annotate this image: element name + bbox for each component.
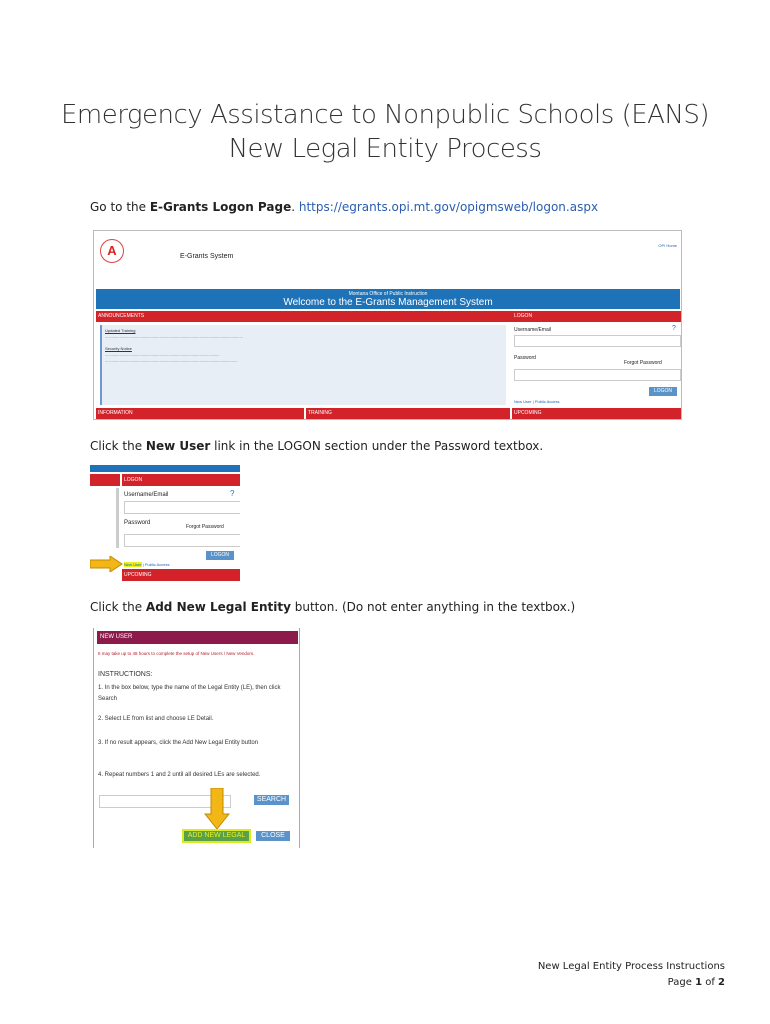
username-input[interactable] bbox=[514, 335, 681, 347]
logon-link[interactable]: https://egrants.opi.mt.gov/opigmsweb/logon.aspx bbox=[298, 200, 599, 214]
information-header: INFORMATION bbox=[96, 408, 304, 419]
step-1-text bbox=[90, 200, 598, 214]
help-icon[interactable]: ? bbox=[672, 325, 676, 332]
announcement-heading: Updated Training bbox=[105, 328, 136, 333]
instruction-4: 4. Repeat numbers 1 and 2 until all desired LEs are selected. bbox=[98, 772, 261, 778]
system-name: E-Grants System bbox=[180, 253, 234, 260]
password-input[interactable] bbox=[514, 369, 681, 381]
title-line-2: New Legal Entity Process bbox=[228, 134, 542, 164]
panel-header bbox=[90, 474, 120, 486]
search-button[interactable]: SEARCH bbox=[254, 795, 289, 805]
bold-text: Add New Legal Entity bbox=[145, 600, 291, 614]
forgot-password-link[interactable]: Forgot Password bbox=[186, 524, 224, 530]
add-new-legal-entity-button[interactable]: ADD NEW LEGAL bbox=[184, 831, 249, 841]
egrants-logon-screenshot: A E-Grants System OPI Home Montana Office of Public Instruction Welcome to the E-Grants Management System ANNOUNCEMENTS LOGON Updated Training ............................................................................................................................ Security Notice ....................................................................................................... ....................................................................................................................... Username/Email ? Password Forgot Password LOGON New User | Public Access INFORMATION TRAINING UPCOMING bbox=[93, 230, 682, 420]
current-page: 1 bbox=[695, 977, 703, 988]
arrow-down-icon bbox=[204, 788, 230, 830]
new-user-link[interactable]: New User bbox=[124, 562, 142, 567]
egrants-logo-icon: A bbox=[100, 239, 124, 263]
text: Page bbox=[667, 977, 696, 988]
bold-text: E-Grants Logon Page bbox=[149, 200, 292, 214]
step-3-text bbox=[90, 600, 575, 614]
title-line-1: Emergency Assistance to Nonpublic Schools (EANS) bbox=[60, 100, 710, 130]
logon-header: LOGON bbox=[122, 474, 240, 486]
welcome-banner bbox=[96, 289, 680, 309]
text: . bbox=[291, 200, 299, 214]
scrollbar[interactable] bbox=[116, 488, 119, 548]
upcoming-header: UPCOMING bbox=[512, 408, 682, 419]
username-input[interactable] bbox=[124, 501, 240, 514]
public-access-link[interactable]: Public Access bbox=[144, 562, 170, 567]
bold-text: New User bbox=[145, 439, 211, 453]
help-icon[interactable]: ? bbox=[230, 489, 235, 498]
text: Go to the bbox=[90, 200, 150, 214]
training-header: TRAINING bbox=[306, 408, 510, 419]
instruction-3: 3. If no result appears, click the Add New Legal Entity button bbox=[98, 740, 259, 746]
close-button[interactable]: CLOSE bbox=[256, 831, 290, 841]
instructions-heading: INSTRUCTIONS: bbox=[98, 671, 153, 678]
opi-home-link[interactable]: OPI Home bbox=[658, 243, 677, 248]
announcements-header: ANNOUNCEMENTS bbox=[96, 311, 512, 322]
step-2-text bbox=[90, 439, 543, 453]
announcement-heading: Security Notice bbox=[105, 346, 132, 351]
forgot-password-link[interactable]: Forgot Password bbox=[624, 360, 662, 366]
password-input[interactable] bbox=[124, 534, 240, 547]
username-label: Username/Email bbox=[124, 492, 169, 498]
welcome-text: Welcome to the E-Grants Management System bbox=[283, 297, 493, 308]
text: of bbox=[702, 977, 719, 988]
new-user-link[interactable]: New User bbox=[514, 399, 532, 404]
announcement-content: Updated Training ............................................................................................................................ Security Notice ....................................................................................................... ....................................................................................................................... bbox=[105, 328, 243, 363]
password-label: Password bbox=[124, 520, 151, 526]
instruction-2: 2. Select LE from list and choose LE Detail. bbox=[98, 716, 214, 722]
setup-notice: It may take up to 48 hours to complete the setup of New Users / New Vendors. bbox=[98, 651, 255, 656]
arrow-right-icon bbox=[90, 556, 124, 572]
announcements-panel bbox=[100, 325, 506, 405]
text: button. (Do not enter anything in the textbox.) bbox=[290, 600, 576, 614]
username-label: Username/Email bbox=[514, 327, 551, 333]
new-user-header: NEW USER bbox=[97, 631, 298, 644]
logon-crop-screenshot: LOGON Username/Email ? Password Forgot Password LOGON New User | Public Access UPCOMING bbox=[90, 465, 240, 583]
office-name: Montana Office of Public Instruction bbox=[348, 291, 428, 297]
logon-button[interactable]: LOGON bbox=[649, 387, 677, 396]
password-label: Password bbox=[514, 355, 536, 361]
total-pages: 2 bbox=[718, 977, 725, 988]
logon-header: LOGON bbox=[512, 311, 682, 322]
instruction-1: 1. In the box below, type the name of the Legal Entity (LE), then click Search bbox=[98, 685, 281, 702]
banner-strip bbox=[90, 465, 240, 472]
public-access-link[interactable]: Public Access bbox=[534, 399, 560, 404]
upcoming-header: UPCOMING bbox=[122, 569, 240, 581]
text: Click the bbox=[90, 439, 146, 453]
logon-button[interactable]: LOGON bbox=[206, 551, 234, 560]
new-user-dialog-screenshot bbox=[93, 628, 300, 848]
page-number bbox=[668, 977, 725, 988]
text: Click the bbox=[90, 600, 146, 614]
text: link in the LOGON section under the Password textbox. bbox=[210, 439, 544, 453]
footer-title: New Legal Entity Process Instructions bbox=[537, 961, 725, 972]
